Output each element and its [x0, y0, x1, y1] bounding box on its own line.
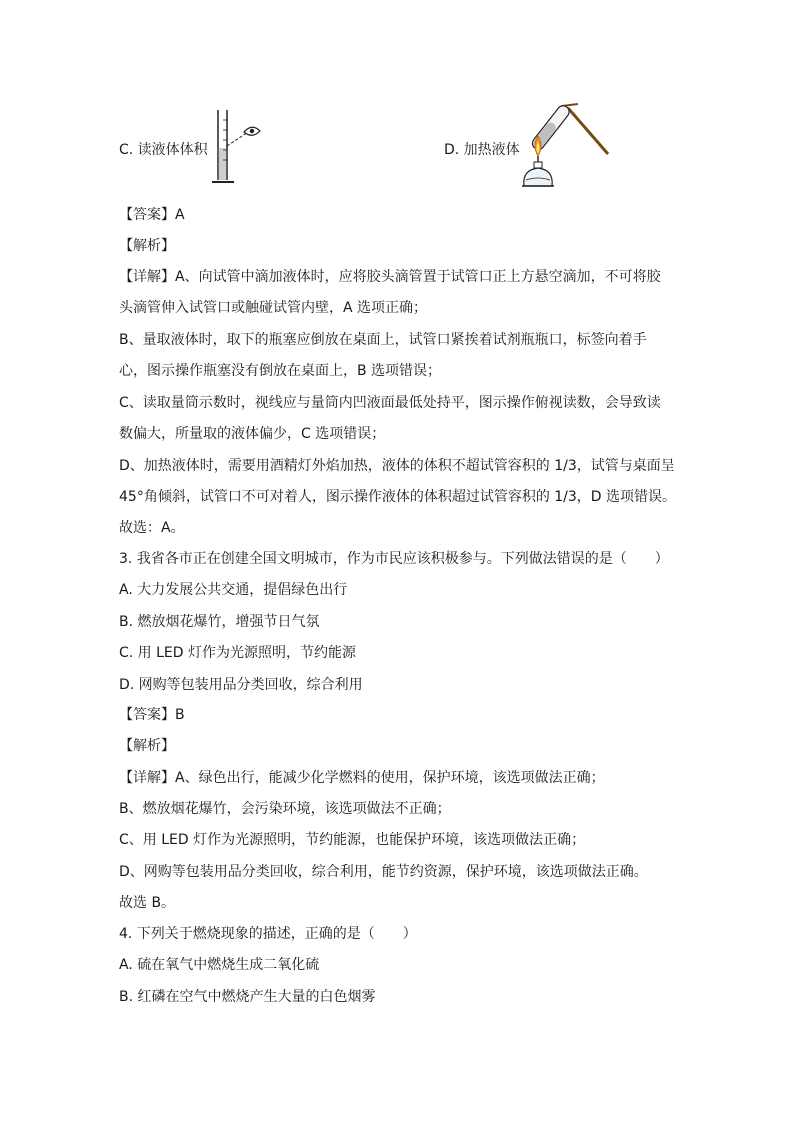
q2-analysis-line: 【详解】A、向试管中滴加液体时，应将胶头滴管置于试管口正上方悬空滴加，不可将胶: [119, 269, 661, 285]
option-d-label: D. 加热液体: [444, 142, 520, 158]
q3-stem: 3. 我省各市正在创建全国文明城市，作为市民应该积极参与。下列做法错误的是（ ）: [119, 551, 669, 567]
q3-analysis-line: C、用 LED 灯作为光源照明，节约能源，也能保护环境，该选项做法正确；: [119, 832, 586, 848]
option-c-label: C. 读液体体积: [119, 142, 208, 158]
q3-analysis-line: 【详解】A、绿色出行，能减少化学燃料的使用，保护环境，该选项做法正确；: [119, 770, 605, 786]
q2-answer: 【答案】A: [119, 207, 185, 223]
q3-analysis-line: B、燃放烟花爆竹，会污染环境，该选项做法不正确；: [119, 801, 451, 817]
q3-analysis-heading: 【解析】: [119, 738, 175, 754]
q2-final-choice: 故选：A。: [119, 520, 185, 536]
q2-analysis-line: 45°角倾斜，试管口不可对着人，图示操作液体的体积超过试管容积的 1/3，D 选项错误。: [119, 489, 677, 505]
q4-option-a: A. 硫在氧气中燃烧生成二氧化硫: [119, 957, 320, 973]
q2-analysis-line: C、读取量筒示数时，视线应与量筒内凹液面最低处持平，图示操作俯视读数，会导致读: [119, 395, 661, 411]
q2-analysis-line: 头滴管伸入试管口或触碰试管内壁，A 选项正确；: [119, 300, 428, 316]
q3-answer: 【答案】B: [119, 707, 185, 723]
q3-final-choice: 故选 B。: [119, 895, 176, 911]
q2-analysis-line: 数偏大，所量取的液体偏少，C 选项错误；: [119, 426, 386, 442]
q3-option-a: A. 大力发展公共交通，提倡绿色出行: [119, 582, 348, 598]
graduated-cylinder-figure: [208, 106, 268, 188]
q3-option-b: B. 燃放烟花爆竹，增强节日气氛: [119, 614, 320, 630]
q4-option-b: B. 红磷在空气中燃烧产生大量的白色烟雾: [119, 989, 376, 1005]
q2-analysis-line: 心，图示操作瓶塞没有倒放在桌面上，B 选项错误；: [119, 363, 442, 379]
q2-analysis-line: D、加热液体时，需要用酒精灯外焰加热，液体的体积不超试管容积的 1/3，试管与桌面呈: [119, 458, 675, 474]
q3-option-d: D. 网购等包装用品分类回收，综合利用: [119, 677, 363, 693]
heating-liquid-figure: [516, 96, 616, 196]
q4-stem: 4. 下列关于燃烧现象的描述，正确的是（ ）: [119, 926, 417, 942]
q3-analysis-line: D、网购等包装用品分类回收，综合利用，能节约资源，保护环境，该选项做法正确。: [119, 864, 648, 880]
q2-analysis-heading: 【解析】: [119, 238, 175, 254]
q3-option-c: C. 用 LED 灯作为光源照明，节约能源: [119, 645, 357, 661]
q2-analysis-line: B、量取液体时，取下的瓶塞应倒放在桌面上，试管口紧挨着试剂瓶瓶口，标签向着手: [119, 332, 647, 348]
